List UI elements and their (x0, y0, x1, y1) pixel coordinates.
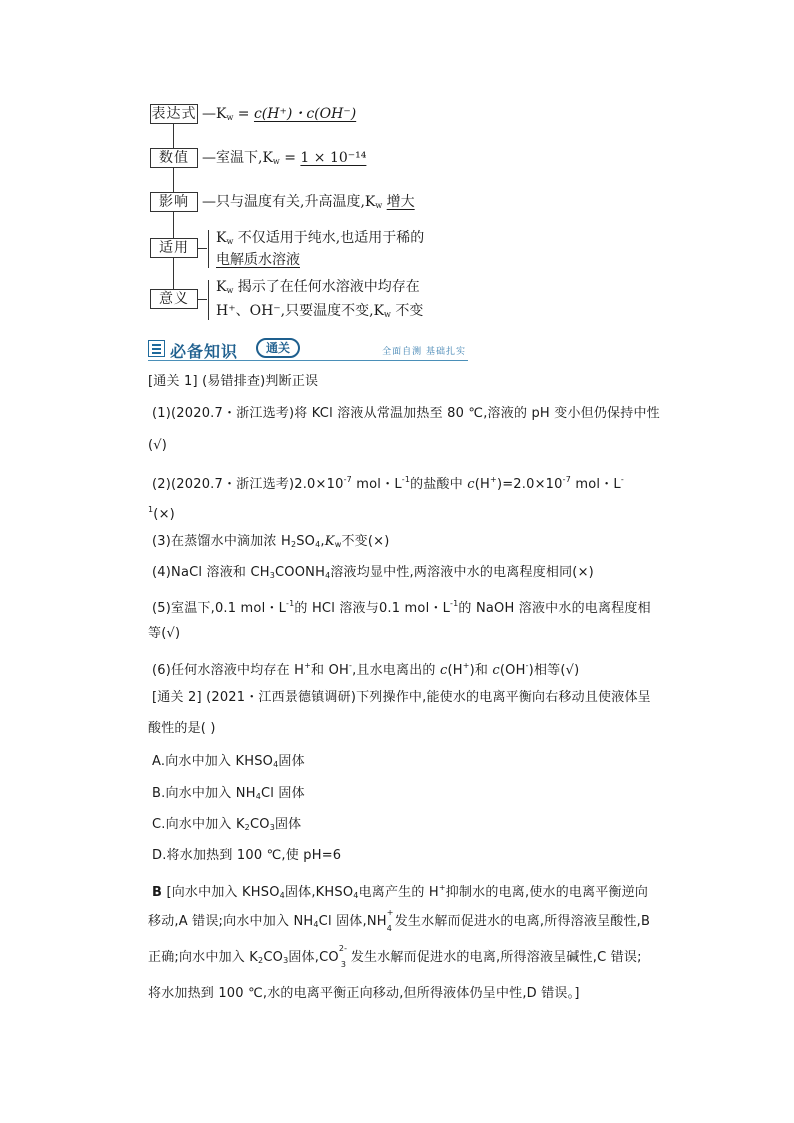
pass1-item5-line2: 等(√) (148, 626, 181, 641)
pass1-item6: (6)任何水溶液中均存在 H+和 OH-,且水电离出的 c(H+)和 c(OH-)相等(√) (152, 661, 580, 678)
pass2-option-b: B.向水中加入 $NH_4Cl$ 固体 (152, 786, 305, 801)
node-desc-influence: —只与温度有关,升高温度$,K_w$ 增大 (202, 194, 415, 210)
node-label-expression: 表达式 (151, 106, 197, 122)
pass2-option-a: A.向水中加入 $KHSO_4$固体 (152, 754, 305, 769)
pass2-answer-line2: 移动,A 错误;向水中加入 $NH_4Cl$ 固体,NH + 4 发生水解而促进水的电离,所得溶液呈酸性,B (148, 908, 651, 933)
brace-line (208, 280, 209, 320)
node-label-value: 数值 (150, 148, 198, 168)
node-label-applicability: 适用 (150, 238, 198, 258)
node-label-meaning: 意义 (150, 289, 198, 309)
pass2-option-c: C.向水中加入 $K_2CO_3$固体 (152, 817, 302, 832)
node-connector (198, 299, 207, 300)
pass2-question-line1: [通关 2] (2021・江西景德镇调研)下列操作中,能使水的电离平衡向右移动且使液体呈 (152, 690, 651, 705)
pass2-answer-line3: 正确;向水中加入 $K_2CO_3$固体,CO 2- 3 发生水解而促进水的电离,所得溶液呈碱性,C 错误; (148, 944, 642, 969)
kw-concept-diagram (0, 0, 794, 330)
node-desc-applicability-line1: $K_w$ 不仅适用于纯水,也适用于稀的 (216, 230, 425, 246)
document-icon (148, 340, 165, 357)
node-desc-value: —室温下$,K_w = 1 \times 10^{-14}$ (202, 150, 367, 166)
section-banner (148, 338, 468, 361)
pass1-item5-line1: (5)室温下,0.1 mol・$L^{-1}$的 HCl 溶液与0.1 mol・$L^{-1}$的 NaOH 溶液中水的电离程度相 (152, 599, 651, 616)
node-desc-meaning-line2: H⁺、OH⁻,只要温度不变$,K_w$ 不变 (216, 303, 424, 319)
node-desc-meaning-line1: $K_w$ 揭示了在任何水溶液中均存在 (216, 279, 420, 295)
node-desc-applicability-line2: 电解质水溶液 (216, 252, 300, 268)
pass1-item2-line1: (2)(2020.7・浙江选考)$2.0\times 10^{-7}$ mol・$L^{-1}$的盐酸中 $c(H^+)=2.0\times 10^{-7}$ mol・L- (152, 475, 624, 492)
brace-line (208, 230, 209, 268)
pass1-item3: (3)在蒸馏水中滴加浓 $H_2SO_4,K_w$不变(×) (152, 534, 390, 549)
node-label-influence: 影响 (150, 192, 198, 212)
banner-pass-badge: 通关 (256, 338, 300, 358)
pass2-option-d: D.将水加热到 100 ℃,使 pH=6 (152, 848, 342, 863)
pass1-item4: (4)NaCl 溶液和 $CH_3COONH_4$溶液均显中性,两溶液中水的电离程度相同(×) (152, 565, 594, 580)
pass2-answer-line1: B [向水中加入 $KHSO_4$固体$,KHSO_4$电离产生的 H+抑制水的电离,使水的电离平衡逆向 (152, 883, 649, 900)
banner-slogan: 全面自测 基础扎实 (382, 347, 466, 357)
pass1-heading: [通关 1] (易错排查)判断正误 (148, 374, 319, 389)
banner-title: 必备知识 (170, 342, 239, 361)
node-connector (198, 248, 207, 249)
pass1-item1-line2: (√) (148, 438, 168, 453)
pass2-answer-line4: 将水加热到 100 ℃,水的电离平衡正向移动,但所得液体仍呈中性,D 错误。] (148, 986, 580, 1001)
pass1-item1-line1: (1)(2020.7・浙江选考)将 KCl 溶液从常温加热至 80 ℃,溶液的 pH 变小但仍保持中性 (152, 406, 660, 421)
pass2-question-line2: 酸性的是( ) (148, 721, 216, 736)
node-desc-expression: $—K_w = c(H^+)$・c(OH⁻) (202, 106, 357, 122)
pass1-item2-line2: $^1$(×) (148, 505, 175, 522)
